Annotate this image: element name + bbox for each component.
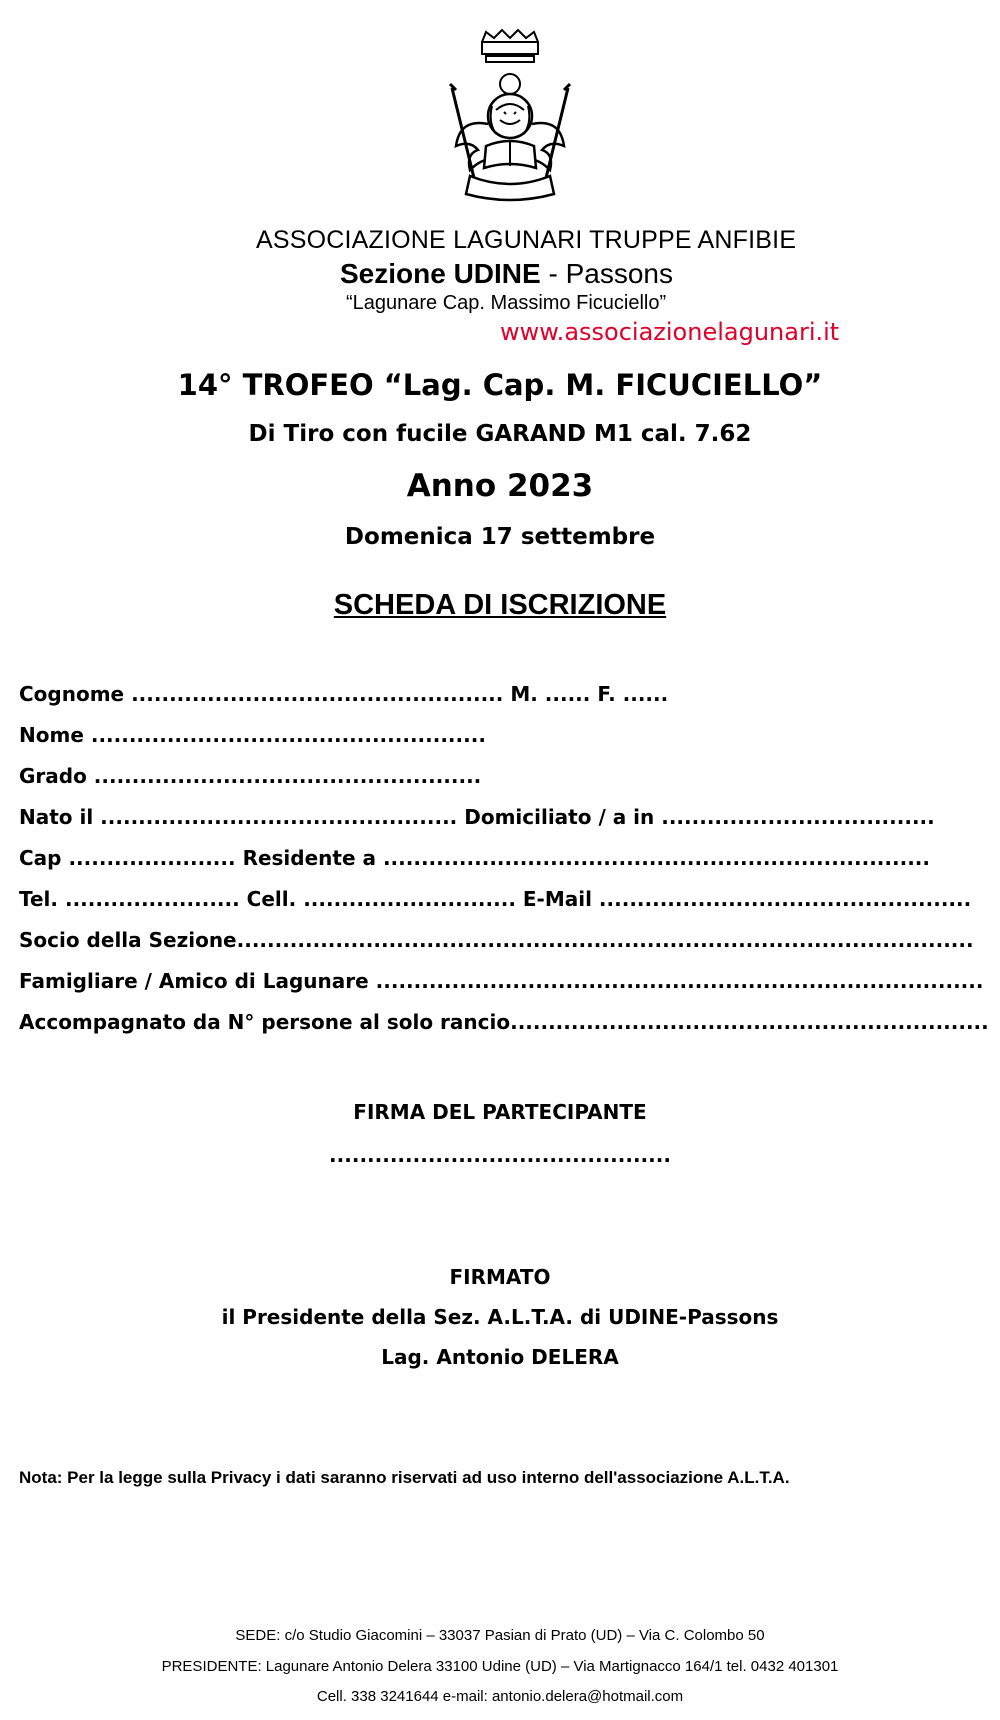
field-nato-domicilio[interactable]: Nato il ............................................... Domiciliato / a in ....................................	[19, 805, 935, 829]
section-name-rest: - Passons	[540, 258, 673, 289]
form-title: SCHEDA DI ISCRIZIONE	[333, 589, 667, 621]
field-cap-residenza[interactable]: Cap ...................... Residente a ........................................................................	[19, 846, 930, 870]
signature-title: FIRMA DEL PARTECIPANTE	[353, 1100, 647, 1124]
signature-line[interactable]: .............................................	[329, 1143, 671, 1167]
footer-contatti: Cell. 338 3241644 e-mail: antonio.delera@hotmail.com	[316, 1688, 684, 1705]
signed-name: Lag. Antonio DELERA	[381, 1345, 619, 1369]
field-socio-sezione[interactable]: Socio della Sezione.................................................................................................	[19, 928, 974, 952]
field-famigliare-amico[interactable]: Famigliare / Amico di Lagunare ................................................................................	[19, 969, 984, 993]
field-grado[interactable]: Grado ...................................................	[19, 764, 482, 788]
event-date: Domenica 17 settembre	[344, 524, 656, 550]
field-nome[interactable]: Nome ....................................................	[19, 723, 486, 747]
discipline-subtitle: Di Tiro con fucile GARAND M1 cal. 7.62	[248, 421, 752, 447]
privacy-note: Nota: Per la legge sulla Privacy i dati saranno riservati ad uso interno dell'associazione A.L.T.A.	[19, 1468, 790, 1487]
field-accompagnatori[interactable]: Accompagnato da N° persone al solo rancio...............................................................	[19, 1010, 989, 1034]
trophy-title: 14° TROFEO “Lag. Cap. M. FICUCIELLO”	[177, 368, 823, 402]
section-name	[340, 258, 673, 290]
association-crest-icon	[430, 28, 590, 208]
signed-role: il Presidente della Sez. A.L.T.A. di UDINE-Passons	[221, 1305, 779, 1329]
section-motto: “Lagunare Cap. Massimo Ficuciello”	[346, 292, 667, 314]
footer-sede: SEDE: c/o Studio Giacomini – 33037 Pasian di Prato (UD) – Via C. Colombo 50	[235, 1627, 765, 1644]
signed-label: FIRMATO	[449, 1265, 551, 1289]
field-cognome[interactable]: Cognome ................................................. M. ...... F. ......	[19, 682, 669, 706]
field-contatti[interactable]: Tel. ....................... Cell. ............................ E-Mail .................................................	[19, 887, 972, 911]
year-title: Anno 2023	[406, 468, 594, 504]
website-link[interactable]: www.associazionelagunari.it	[500, 318, 840, 346]
association-name: ASSOCIAZIONE LAGUNARI TRUPPE ANFIBIE	[256, 226, 797, 254]
section-name-bold: Sezione UDINE	[340, 258, 541, 289]
footer-presidente: PRESIDENTE: Lagunare Antonio Delera 33100 Udine (UD) – Via Martignacco 164/1 tel. 0432 401301	[161, 1658, 839, 1675]
